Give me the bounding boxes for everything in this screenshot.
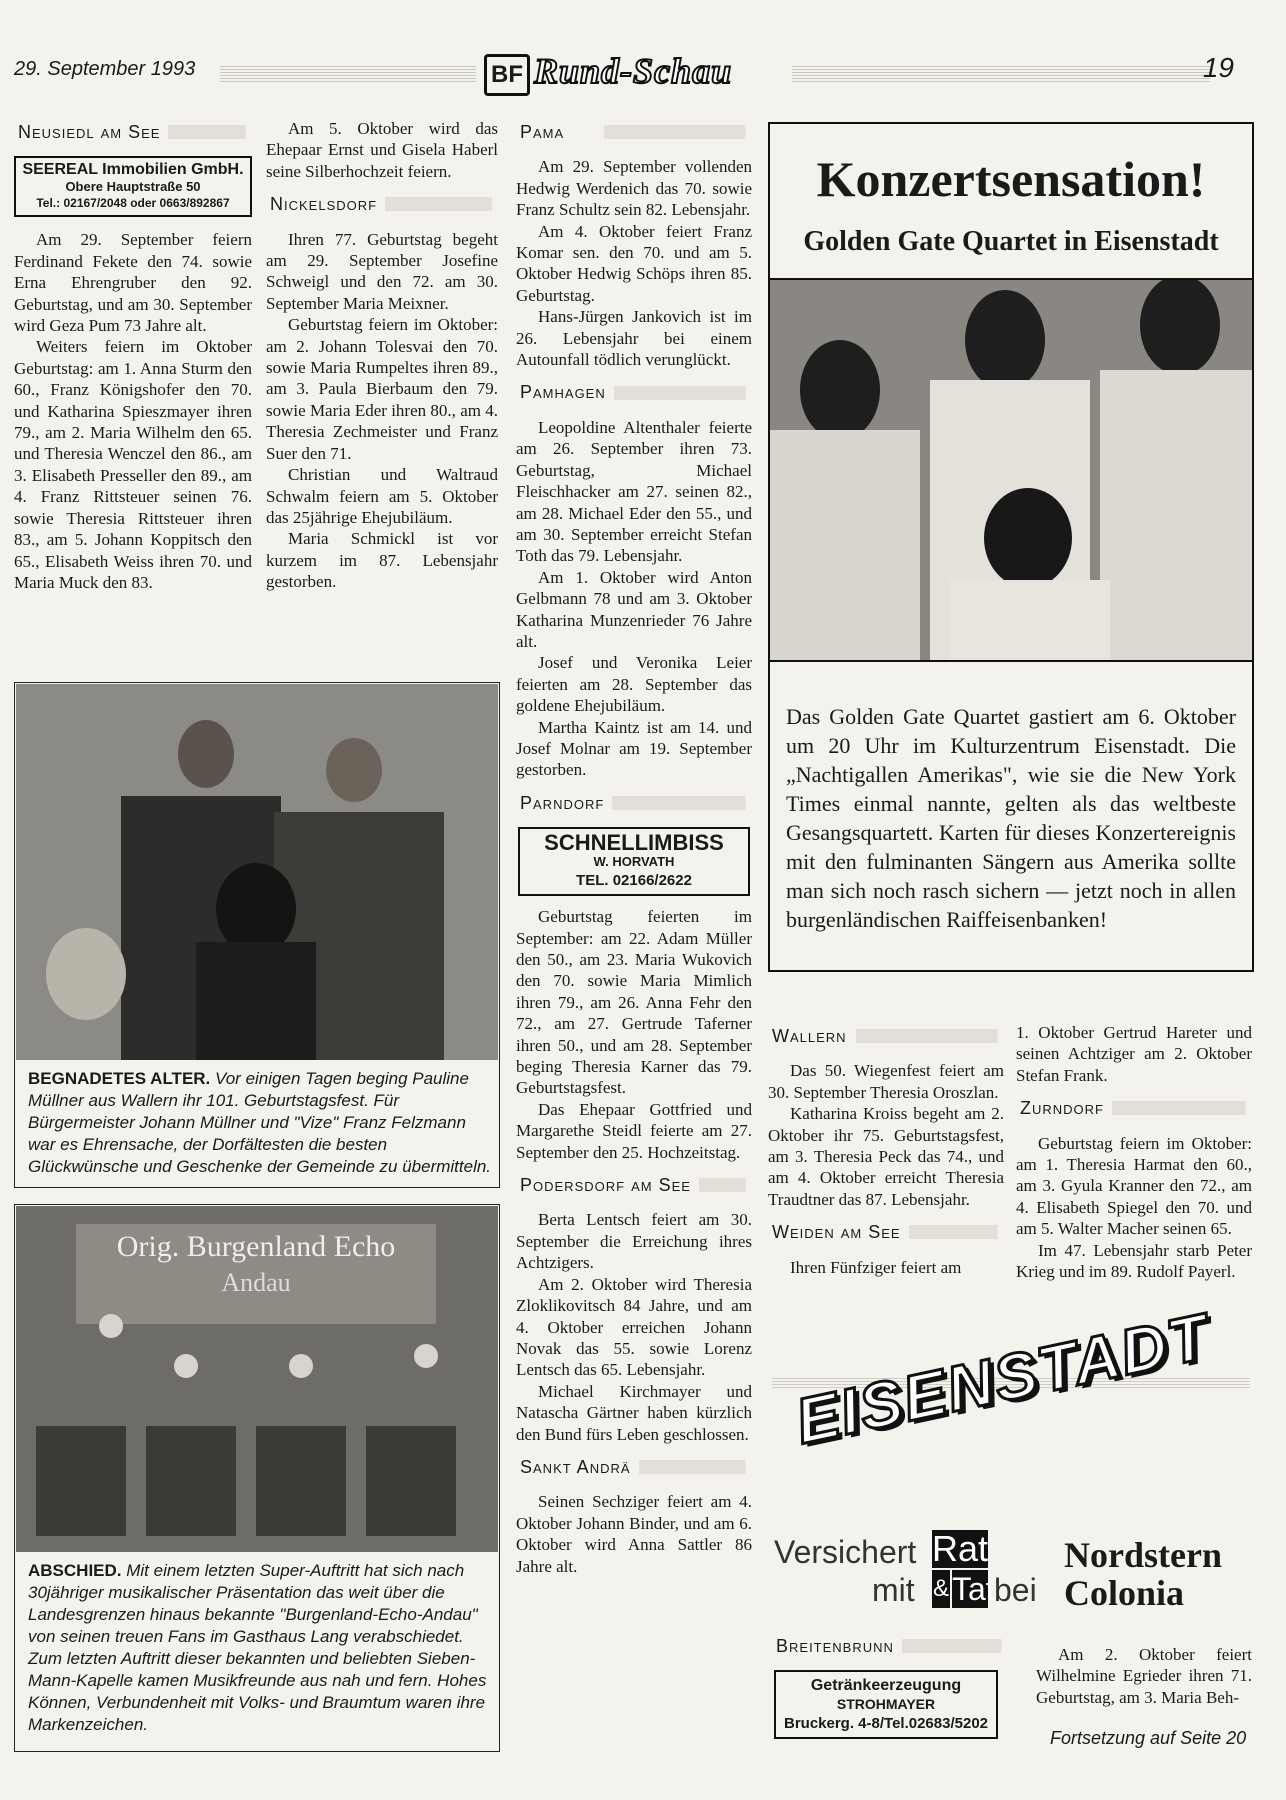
article-paragraph: Christian und Waltraud Schwalm feiern am 5. Oktober das 25jährige Ehejubiläum.: [266, 465, 498, 527]
photo-burgenland-echo: [16, 1206, 498, 1552]
column-nickelsdorf: [266, 118, 498, 593]
article-paragraph: Am 2. Oktober wird Theresia Zloklikovitsch 84 Jahre, und am 4. Oktober erreichen Johann Novak das 55. sowie Lorenz Lentsch das 65. Lebensjahr.: [516, 1274, 752, 1380]
ad-line: SCHNELLIMBISS: [544, 830, 724, 856]
section-head: Zurndorf: [1016, 1094, 1252, 1122]
article-paragraph: Am 29. September feiern Ferdinand Fekete den 74. sowie Erna Ehrengruber den 92. Geburtstag, und am 30. September wird Geza Pum 73 Jahre alt.: [14, 230, 252, 336]
section-head: Podersdorf am See: [516, 1171, 752, 1199]
caption-text: Vor einigen Tagen beging Pauline Müllner aus Wallern ihr 101. Geburtstagsfest. Für Bürgermeister Johann Müllner und "Vize" Franz Felzmann war es Ehrensache, der Dorfältesten die besten Glückwünsche und Geschenke der Gemeinde zu übermitteln.: [28, 1069, 492, 1176]
brand-colonia: Colonia: [1064, 1573, 1185, 1613]
section-head: Breitenbrunn: [772, 1632, 1008, 1660]
column-breitenbrunn-text: [1036, 1644, 1252, 1708]
photo-people-illustration: [16, 684, 498, 1060]
column-breitenbrunn: [772, 1632, 1008, 1739]
ad-word: mit: [872, 1572, 915, 1608]
header-rule-left: [220, 66, 476, 82]
article-paragraph: Martha Kaintz ist am 14. und Josef Molnar am 19. September gestorben.: [516, 717, 752, 780]
banner-line: Andau: [221, 1268, 291, 1297]
section-head: Pamhagen: [516, 378, 752, 406]
bf-logo-mark: BF: [484, 54, 530, 96]
article-paragraph: Seinen Sechziger feiert am 4. Oktober Johann Binder, und am 6. Oktober wird Anna Sattler 86 Jahre alt.: [516, 1492, 752, 1576]
ad-line: Bruckerg. 4-8/Tel.02683/5202: [783, 1715, 989, 1733]
ad-word: Rat: [932, 1528, 989, 1569]
issue-date: 29. September 1993: [14, 58, 196, 80]
konzert-text: Das Golden Gate Quartet gastiert am 6. Oktober um 20 Uhr im Kulturzentrum Eisenstadt. Die „Nachtigallen Amerikas", wie sie die New York Times einmal nannte, gelten als das weltbeste Gesangsquartett. Karten für dieses Konzertereignis mit den fulminanten Sängern aus Amerika sollte man sich noch rasch sichern — jetzt noch in allen burgenländischen Raiffeisenbanken!: [786, 704, 1236, 932]
photo-quartet-illustration: [770, 280, 1252, 660]
column-pama-parndorf: [516, 118, 752, 1577]
article-paragraph: Maria Schmickl ist vor kurzem im 87. Lebensjahr gestorben.: [266, 529, 498, 592]
article-paragraph: Am 4. Oktober feiert Franz Komar sen. den 70. und am 5. Oktober Hedwig Schöps ihren 85. Geburtstag.: [516, 221, 752, 305]
caption-kicker: ABSCHIED.: [28, 1561, 122, 1580]
article-paragraph: Weiters feiern im Oktober Geburtstag: am 1. Anna Sturm den 60., Franz Königshofer den 70. und Katharina Spieszmayer ihren 79., am 2. Maria Wilhelm den 65. und Theresia Wenczel den 86., am 3. Elisabeth Presseller den 89., am 4. Franz Rittsteuer seinen 76. sowie Theresia Rittsteuer ihren 83., am 5. Johann Koppitsch den 65., Elisabeth Weiss ihren 70. und Maria Muck den 83.: [14, 337, 252, 592]
section-head: Pama: [516, 118, 752, 146]
article-paragraph: Geburtstag feiern im Oktober: am 2. Johann Tolesvai den 70. sowie Maria Rumpeltes ihren 89., am 3. Paula Bierbaum den 79. sowie Maria Eder ihren 80., am 4. Theresia Zechmeister und Franz Suer den 71.: [266, 315, 498, 463]
article-paragraph: Am 1. Oktober wird Anton Gelbmann 78 und am 3. Oktober Katharina Munzenrieder 76 Jahre alt.: [516, 567, 752, 651]
article-paragraph: Geburtstag feierten im September: am 22. Adam Müller den 50., am 23. Maria Wukovich den 70. sowie Maria Mimlich ihren 79., am 26. Anna Fehr den 72., am 27. Gertrude Taferner ihren 50., und am 28. September beging Theresia Karner das 79. Geburtstagsfest.: [516, 907, 752, 1098]
article-paragraph: Das Ehepaar Gottfried und Margarethe Steidl feierte am 27. September den 25. Hochzeitstag.: [516, 1099, 752, 1162]
konzert-divider: [770, 660, 1252, 662]
masthead-name: Rund-Schau: [534, 51, 733, 91]
section-head: Neusiedl am See: [14, 118, 252, 146]
article-paragraph: 1. Oktober Gertrud Hareter und seinen Achtziger am 2. Oktober Stefan Frank.: [1016, 1023, 1252, 1085]
article-paragraph: Am 2. Oktober feiert Wilhelmine Egrieder ihren 71. Geburtstag, am 3. Maria Beh-: [1036, 1645, 1252, 1707]
article-paragraph: Ihren 77. Geburtstag begeht am 29. September Josefine Schweigl und den 72. am 30. September Maria Meixner.: [266, 229, 498, 313]
article-paragraph: Michael Kirchmayer und Natascha Gärtner haben kürzlich den Bund fürs Leben geschlossen.: [516, 1381, 752, 1444]
section-head: Weiden am See: [768, 1218, 1004, 1246]
ad-word: Versichert: [774, 1534, 917, 1570]
article-paragraph: Am 5. Oktober wird das Ehepaar Ernst und Gisela Haberl seine Silberhochzeit feiern.: [266, 119, 498, 181]
ad-seereal: [14, 156, 252, 217]
ad-schnellimbiss: [518, 827, 750, 896]
article-paragraph: Am 29. September vollenden Hedwig Werdenich das 70. sowie Franz Schultz sein 82. Lebensjahr.: [516, 157, 752, 220]
ad-line: TEL. 02166/2622: [576, 872, 692, 890]
section-head: Parndorf: [516, 789, 752, 817]
ad-strohmayer: [774, 1670, 998, 1739]
photo-golden-gate-quartet: [770, 280, 1252, 660]
article-paragraph: Katharina Kroiss begeht am 2. Oktober ihr 75. Geburtstagsfest, am 3. Theresia Peck das 74., und am 4. Oktober erreicht Theresia Traudtner das 87. Lebensjahr.: [768, 1104, 1004, 1209]
ad-word: Tat: [952, 1571, 995, 1607]
article-paragraph: Leopoldine Altenthaler feierte am 26. September ihren 73. Geburtstag, Michael Fleischhacker am 27. seinen 82., am 28. Michael Eder den 55., und am 30. September erreicht Stefan Toth das 79. Lebensjahr.: [516, 417, 752, 566]
ad-line: W. HORVATH: [593, 854, 675, 870]
article-paragraph: Im 47. Lebensjahr starb Peter Krieg und im 89. Rudolf Payerl.: [1016, 1240, 1252, 1282]
page-number: 19: [1202, 52, 1234, 83]
section-head: Sankt Andrä: [516, 1453, 752, 1481]
ad-word: bei: [994, 1572, 1037, 1608]
ad-line: Getränkeerzeugung: [810, 1677, 962, 1695]
article-paragraph: Hans-Jürgen Jankovich ist im 26. Lebensjahr bei einem Autounfall tödlich verunglückt.: [516, 307, 752, 370]
brand-nordstern: Nordstern: [1064, 1535, 1222, 1575]
column-neusiedl: [14, 118, 252, 593]
ad-line: Obere Hauptstraße 50: [65, 179, 201, 195]
column-zurndorf: [1016, 1022, 1252, 1282]
article-paragraph: Josef und Veronika Leier feierten am 28. September das goldene Ehejubiläum.: [516, 653, 752, 716]
konzert-subtitle: Golden Gate Quartet in Eisenstadt: [803, 226, 1219, 257]
ad-line: STROHMAYER: [836, 1696, 936, 1713]
caption-kicker: BEGNADETES ALTER.: [28, 1069, 211, 1088]
masthead-logo: [484, 50, 784, 94]
konzert-title: Konzertsensation!: [816, 151, 1206, 207]
article-paragraph: Geburtstag feiern im Oktober: am 1. Theresia Harmat den 60., am 3. Gyula Kranner den 72., am 4. Elisabeth Spiegel den 70. und am 5. Walter Macher seinen 65.: [1016, 1133, 1252, 1239]
caption-abschied: [28, 1560, 492, 1736]
photo-begnadetes-alter: [16, 684, 498, 1060]
eisenstadt-logo: EISENSTADT: [789, 1299, 1216, 1458]
ad-line: Tel.: 02167/2048 oder 0663/892867: [36, 196, 230, 211]
ad-nordstern-colonia: [772, 1528, 1250, 1613]
article-paragraph: Berta Lentsch feiert am 30. September die Erreichung ihres Achtzigers.: [516, 1210, 752, 1273]
section-head: Nickelsdorf: [266, 190, 498, 218]
article-paragraph: Ihren Fünfziger feiert am: [790, 1257, 962, 1277]
column-wallern-weiden: [768, 1022, 1004, 1278]
caption-begnadetes-alter: [28, 1068, 492, 1178]
konzert-box: [768, 122, 1254, 972]
ad-line: SEEREAL Immobilien GmbH.: [22, 161, 244, 179]
banner-line: Orig. Burgenland Echo: [116, 1230, 396, 1263]
header-rule-right: [792, 66, 1210, 82]
section-head: Wallern: [768, 1022, 1004, 1050]
continued-note: Fortsetzung auf Seite 20: [1050, 1728, 1247, 1748]
caption-text: Mit einem letzten Super-Auftritt hat sich nach 30jähriger musikalischer Präsentation das weit über die Landesgrenzen hinaus bekannte "Burgenland-Echo-Andau" von seinen treuen Fans im Gasthaus Lang verabschiedet. Zum letzten Auftritt dieser bekannten und beliebten Sieben-Mann-Kapelle kamen Musikfreunde aus nah und fern. Hohes Können, Verbundenheit mit Volks- und Braumtum waren ihre Markenzeichen.: [28, 1561, 487, 1734]
article-paragraph: Das 50. Wiegenfest feiert am 30. September Theresia Oroszlan.: [768, 1061, 1004, 1102]
ad-word: &: [932, 1570, 950, 1608]
